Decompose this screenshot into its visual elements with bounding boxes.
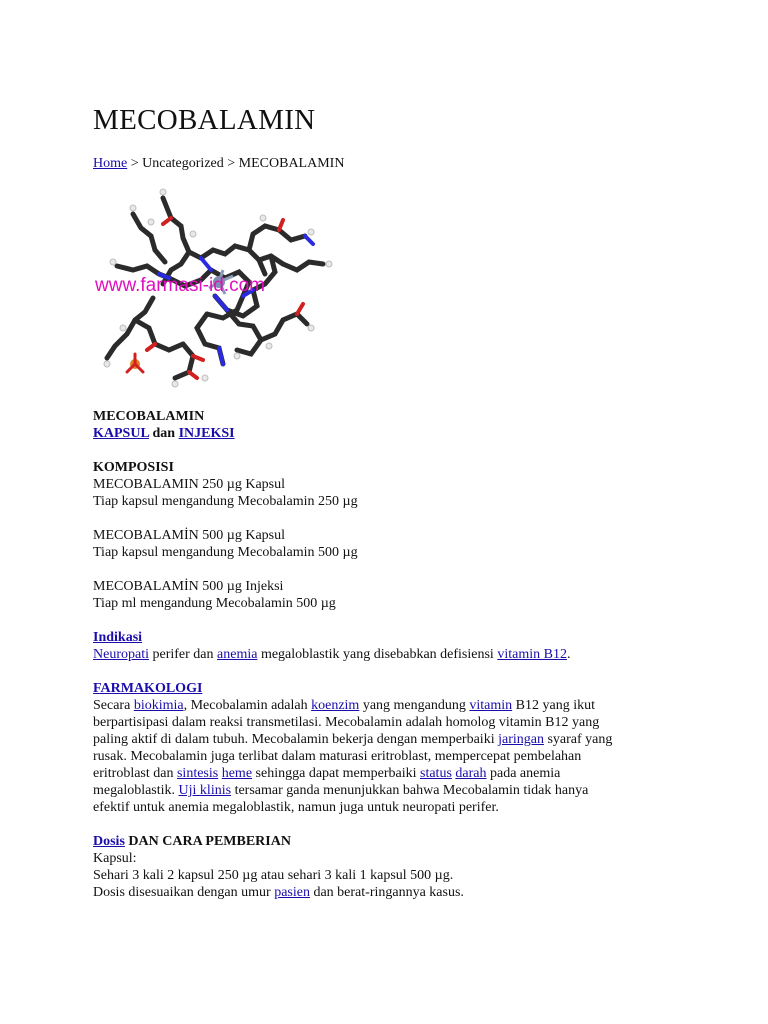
- komposisi-heading: KOMPOSISI: [93, 460, 174, 475]
- dosis-line: Dosis disesuaikan dengan umur pasien dan berat-ringannya kasus.: [93, 885, 464, 900]
- komposisi-line: MECOBALAMİN 500 µg Injeksi: [93, 579, 284, 594]
- injeksi-link[interactable]: INJEKSI: [178, 426, 235, 441]
- jaringan-link[interactable]: jaringan: [498, 732, 544, 747]
- breadcrumb-current: MECOBALAMIN: [238, 156, 345, 171]
- status-link[interactable]: status: [420, 766, 452, 781]
- komposisi-line: Tiap kapsul mengandung Mecobalamin 500 µg: [93, 545, 358, 560]
- breadcrumb: [93, 156, 344, 172]
- page-title: MECOBALAMIN: [93, 104, 316, 136]
- indikasi-text: Neuropati perifer dan anemia megaloblastik yang disebabkan defisiensi vitamin B12.: [93, 647, 571, 662]
- dosis-link[interactable]: Dosis: [93, 834, 125, 849]
- pasien-link[interactable]: pasien: [274, 885, 310, 900]
- komposisi-line: MECOBALAMIN 250 µg Kapsul: [93, 477, 286, 492]
- breadcrumb-separator: >: [127, 156, 143, 171]
- farmakologi-line: eritroblast dan sintesis heme sehingga dapat memperbaiki status darah pada anemia: [93, 766, 561, 781]
- vitamin-link[interactable]: vitamin: [469, 698, 513, 713]
- kapsul-link[interactable]: KAPSUL: [93, 426, 150, 441]
- farmakologi-line: paling aktif di dalam tubuh. Mecobalamin bekerja dengan memperbaiki jaringan syaraf yang: [93, 732, 613, 747]
- darah-link[interactable]: darah: [455, 766, 487, 781]
- dosis-heading: Dosis DAN CARA PEMBERIAN: [93, 834, 291, 849]
- watermark-text: www.farmasi-id.com: [95, 275, 265, 296]
- heme-link[interactable]: heme: [221, 766, 253, 781]
- komposisi-line: Tiap ml mengandung Mecobalamin 500 µg: [93, 596, 336, 611]
- farmakologi-line: efektif untuk anemia megaloblastik, namun juga untuk neuropati perifer.: [93, 800, 499, 815]
- farmakologi-line: megaloblastik. Uji klinis tersamar ganda menunjukkan bahwa Mecobalamin tidak hanya: [93, 783, 589, 798]
- product-name: MECOBALAMIN: [93, 409, 205, 424]
- product-forms: [93, 425, 653, 442]
- sintesis-link[interactable]: sintesis: [176, 766, 219, 781]
- indikasi-heading-link[interactable]: Indikasi: [93, 630, 143, 645]
- farmakologi-heading-link[interactable]: FARMAKOLOGI: [93, 681, 203, 696]
- article-content: [93, 408, 653, 901]
- vitamin-b12-link[interactable]: vitamin B12: [497, 647, 567, 662]
- farmakologi-line: berpartisipasi dalam reaksi transmetilasi. Mecobalamin adalah homolog vitamin B12 yang: [93, 715, 600, 730]
- anemia-link[interactable]: anemia: [217, 647, 258, 662]
- forms-conjunction: dan: [149, 426, 179, 441]
- farmakologi-line: rusak. Mecobalamin juga terlibat dalam maturasi eritroblast, mempercepat pembelahan: [93, 749, 582, 764]
- neuropati-link[interactable]: Neuropati: [93, 647, 149, 662]
- breadcrumb-home-link[interactable]: Home: [93, 156, 128, 171]
- komposisi-line: Tiap kapsul mengandung Mecobalamin 250 µg: [93, 494, 358, 509]
- mecobalamin-molecule-image: [93, 178, 363, 398]
- breadcrumb-separator: >: [223, 156, 239, 171]
- breadcrumb-category: Uncategorized: [142, 156, 224, 171]
- koenzim-link[interactable]: koenzim: [311, 698, 360, 713]
- uji-klinis-link[interactable]: Uji klinis: [178, 783, 232, 798]
- dosis-line: Sehari 3 kali 2 kapsul 250 µg atau sehari 3 kali 1 kapsul 500 µg.: [93, 868, 454, 883]
- farmakologi-line: Secara biokimia, Mecobalamin adalah koenzim yang mengandung vitamin B12 yang ikut: [93, 698, 595, 713]
- komposisi-line: MECOBALAMİN 500 µg Kapsul: [93, 528, 286, 543]
- dosis-line: Kapsul:: [93, 851, 137, 866]
- biokimia-link[interactable]: biokimia: [133, 698, 184, 713]
